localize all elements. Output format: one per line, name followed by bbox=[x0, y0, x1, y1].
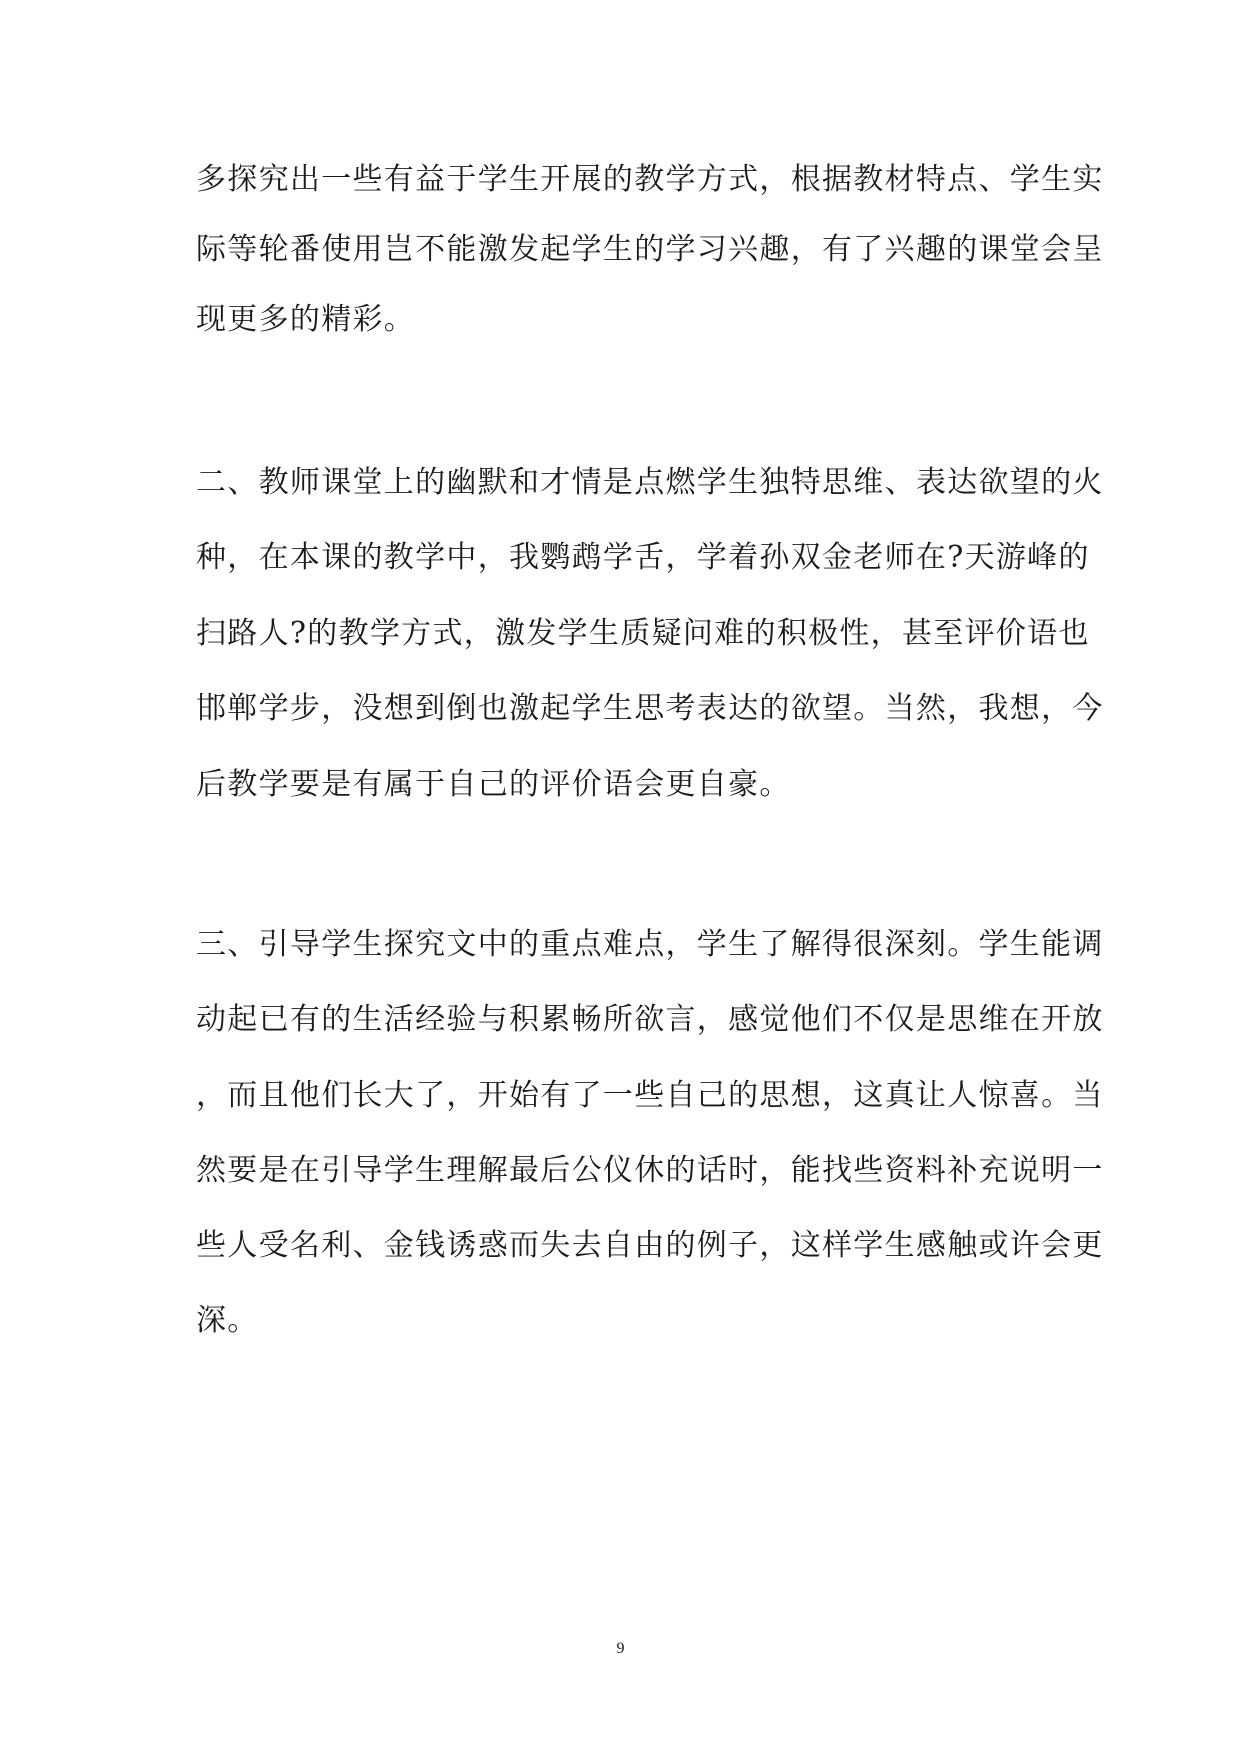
paragraph-line: ，而且他们长大了，开始有了一些自己的思想，这真让人惊喜。当 bbox=[196, 1078, 1104, 1113]
paragraph-line: 扫路人?的教学方式，激发学生质疑问难的积极性，甚至评价语也 bbox=[196, 616, 1090, 651]
paragraph-line: 际等轮番使用岂不能激发起学生的学习兴趣，有了兴趣的课堂会呈 bbox=[196, 232, 1104, 267]
paragraph-line: 三、引导学生探究文中的重点难点，学生了解得很深刻。学生能调 bbox=[196, 927, 1104, 962]
paragraph-line: 动起已有的生活经验与积累畅所欲言，感觉他们不仅是思维在开放 bbox=[196, 1002, 1104, 1037]
paragraph-line: 些人受名利、金钱诱惑而失去自由的例子，这样学生感触或许会更 bbox=[196, 1228, 1104, 1263]
paragraph-line: 后教学要是有属于自己的评价语会更自豪。 bbox=[196, 767, 791, 802]
page-number: 9 bbox=[616, 1640, 625, 1657]
paragraph-line: 种，在本课的教学中，我鹦鹉学舌，学着孙双金老师在?天游峰的 bbox=[196, 540, 1090, 575]
paragraph-line: 深。 bbox=[196, 1303, 259, 1338]
paragraph-line: 二、教师课堂上的幽默和才情是点燃学生独特思维、表达欲望的火 bbox=[196, 465, 1104, 500]
paragraph-line: 然要是在引导学生理解最后公仪休的话时，能找些资料补充说明一 bbox=[196, 1153, 1104, 1188]
paragraph-line: 邯郸学步，没想到倒也激起学生思考表达的欲望。当然，我想，今 bbox=[196, 691, 1104, 726]
paragraph-line: 多探究出一些有益于学生开展的教学方式，根据教材特点、学生实 bbox=[196, 162, 1104, 197]
paragraph-line: 现更多的精彩。 bbox=[196, 302, 416, 337]
